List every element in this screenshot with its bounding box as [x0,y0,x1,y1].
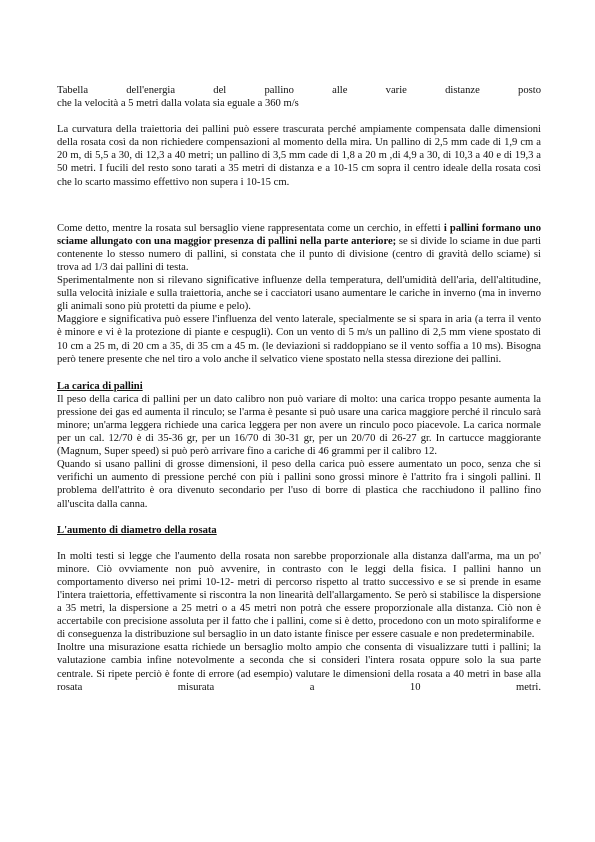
table-caption-line-2: che la velocità a 5 metri dalla volata sia eguale a 360 m/s [57,98,299,110]
paragraph-wind: Maggiore e significativa può essere l'influenza del vento laterale, specialmente se si spara in aria (a terra il vento è minore e vi è la protezione di piante e cespugli). Con un vento di 5 m/s un pallino di 2,5 mm viene spostato di 10 cm a 25 m, di 20 cm a 35, di 35 cm a 45 m. (le deviazioni si raddoppiano se il vento soffia a 10 ms). Bisogna però tenere presente che nel tiro a volo anche il selvatico viene spostato nella stessa direzione dei pallini. [57,314,541,365]
table-caption-line-1: Tabella dell'energia del pallino alle varie distanze posto [57,85,541,96]
paragraph-charge-1: Il peso della carica di pallini per un dato calibro non può variare di molto: una carica troppo pesante aumenta la pressione dei gas ed aumenta il rinculo; se l'arma è pesante si può usare una carica maggiore perché il rinculo sarà minore; un'arma leggera richiede una carica leggera per non avere un rinculo poco piacevole. La carica normale per un cal. 12/70 è di 35-36 gr, per un 16/70 di 30-31 gr, per un 20/70 di 26-27 gr. In cartucce maggiorante (Magnum, Super speed) si può però arrivare fino a cariche di 46 grammi per il calibro 12. [57,393,541,458]
paragraph-shot-shape-intro: Come detto, mentre la rosata sul bersaglio viene rappresentata come un cerchio, in effetti [57,222,444,234]
paragraph-curvature: La curvatura della traiettoria dei pallini può essere trascurata perché ampiamente compensata dalle dimensioni della rosata così da non richiedere compensazioni al momento della mira. Un pallino di 2,5 mm cade di 1,9 cm a 20 m, di 5,5 a 30, di 12,3 a 40 metri; un pallino di 3,5 mm cade di 1,8 a 20 m ,di 4,9 a 30, di 10,3 a 40 e di 19,3 a 50 metri. I fucili del resto sono tarati a 35 metri di distanza e a 10-15 cm sopra il centro ideale della rosata così che lo scarto massimo effettivo non supera i 10-15 cm. [57,124,541,188]
table-caption [57,84,541,110]
paragraph-shot-shape-bold: i pallini formano uno sciame allungato con una maggior presenza di pallini nella parte anteriore; [57,222,541,247]
paragraph-diameter-1: In molti testi si legge che l'aumento della rosata non sarebbe proporzionale alla distanza dall'arma, ma un po' minore. Ciò ovviamente non può avvenire, in contrasto con le leggi della fisica. I pallini hanno un comportamento diverso nei primi 10-12- metri di percorso rispetto al tratto successivo e se si prende in esame l'intera traiettoria, effettivamente si riscontra la non linearità dell'allargamento. Se però si stabilisce la dispersione a 35 metri, la dispersione a 25 metri o a 45 metri non potrà che essere proporzionale alla distanza. Ciò non è accertabile con precisione assoluta per il fatto che i pallini, come si è detto, procedono con un moto spiraliforme e di conseguenza la distribuzione sul bersaglio in un dato istante finisce per essere casuale e non predeterminabile. [57,550,541,641]
paragraph-experiments: Sperimentalmente non si rilevano significative influenze della temperatura, dell'umidità dell'aria, dell'altitudine, sulla velocità iniziale e sulla traiettoria, anche se i cacciatori usano aumentare le cariche in inverno (ma in inverno gli animali sono più protetti da piume e pelo). [57,275,541,313]
document-page [57,84,541,694]
paragraph-shot-shape [57,222,541,274]
heading-charge: La carica di pallini [57,380,143,392]
paragraph-charge-2: Quando si usano pallini di grosse dimensioni, il peso della carica può essere aumentato un poco, senza che si verifichi un aumento di pressione perché con più i pallini sono grossi minore è l'attrito fra i singoli pallini. Il problema dell'attrito è ora divenuto secondario per l'uso di borre di plastica che racchiudono il pallino fino all'uscita dalla canna. [57,459,541,510]
paragraph-diameter-2: Inoltre una misurazione esatta richiede un bersaglio molto ampio che consenta di visualizzare tutti i pallini; la valutazione cambia infine notevolmente a seconda che si consideri l'intera rosata oppure solo la sua parte centrale. Si ripete perciò è fonte di errore (ad esempio) valutare le dimensioni della rosata a 40 metri in base alla rosata misurata a 10 metri. [57,642,541,693]
paragraph-shot-shape-rest: se si divide lo sciame in due parti contenente lo stesso numero di pallini, si constata che il punto di divisione (centro di gravità dello sciame) si trova ad 1/3 dai pallini di testa. [57,235,541,273]
heading-diameter: L'aumento di diametro della rosata [57,524,217,536]
